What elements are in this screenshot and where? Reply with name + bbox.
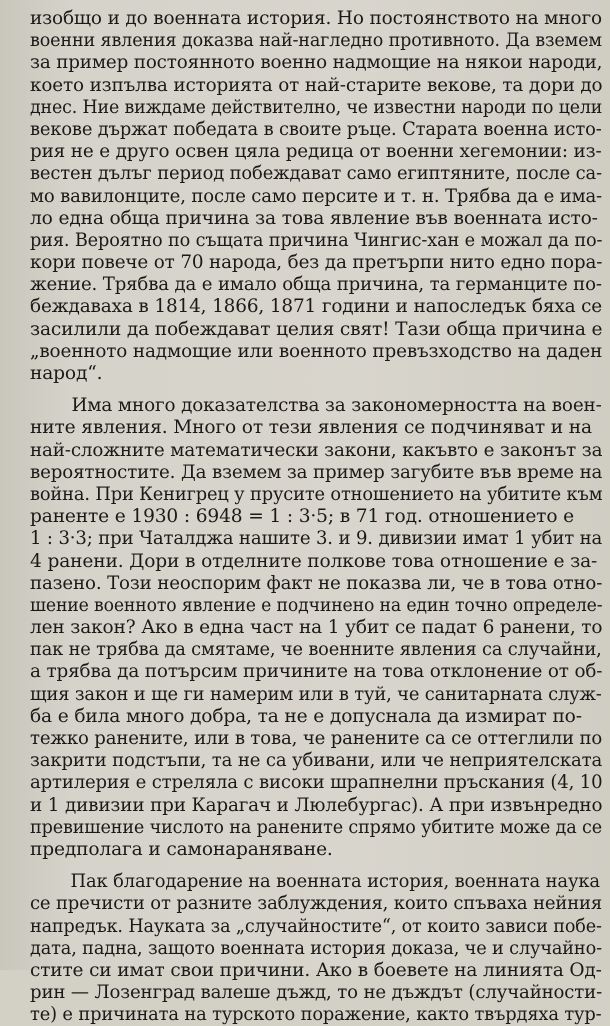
text-line: народ“. <box>30 363 103 384</box>
text-line: което изпълва историята от най-старите векове, та дори до <box>30 74 603 96</box>
text-line: военни явления доказва най-нагледно противното. Да вземем <box>30 30 602 52</box>
text-line: днес. Ние виждаме действително, че известни народи по цели <box>30 96 603 118</box>
text-line: закрити подстъпи, та не са убивани, или че неприятелската <box>30 750 603 772</box>
text-line: ло една обща причина за това явление във военната исто- <box>30 207 598 229</box>
text-line: стите си имат свои причини. Ако в боевете на линията Од- <box>30 959 602 981</box>
text-line: Има много доказателства за закономерността на воен- <box>71 395 602 417</box>
text-line: жение. Трябва да е имало обща причина, та германците по- <box>30 274 602 296</box>
paragraph-3 <box>30 871 602 1026</box>
paragraph-1 <box>30 8 602 385</box>
text-line: лен закон? Ако в една част на 1 убит се падат 6 ранени, то <box>30 617 603 639</box>
text-line: вероятностите. Да вземем за пример загубите във време на <box>30 461 603 483</box>
text-line: беждаваха в 1814, 1866, 1871 години и напоследък бяха се <box>30 296 603 318</box>
text-line: изобщо и до военната история. Но постоянството на много <box>30 8 602 29</box>
text-line: най-сложните математически закони, какъвто е законът за <box>30 439 603 461</box>
text-line: ба е била много добра, та не е допуснала да измират по- <box>30 705 582 727</box>
text-line: засилили да побеждават целия свят! Тази обща причина е <box>30 318 603 340</box>
text-line: рия. Вероятно по същата причина Чингис-хан е можал да по- <box>30 229 603 251</box>
text-line: те) е причината на турското поражение, както твърдяха тур- <box>30 1004 602 1026</box>
text-line: война. При Кенигрец у прусите отношението на убитите към <box>30 483 603 505</box>
text-line: 4 ранени. Дори в отделните полкове това отношение е за- <box>30 550 598 572</box>
text-line: пак не трябва да смятаме, че военните явления са случайни, <box>30 639 602 661</box>
text-line: шение военното явление е подчинено на един точно определе- <box>30 594 603 616</box>
text-line: пазено. Този неоспорим факт не показва ли, че в това отно- <box>30 572 603 594</box>
text-line: се пречисти от разните заблуждения, които спъваха нейния <box>30 893 603 915</box>
text-line: а трябва да потърсим причините на това отклонение от об- <box>30 661 603 683</box>
text-line: „военното надмощие или военното превъзходство на даден <box>30 340 603 362</box>
text-line: Пак благодарение на военната история, военната наука <box>70 871 600 893</box>
text-line: щия закон и ще ги намерим или в туй, че санитарната служ- <box>30 683 602 705</box>
text-line: мо вавилонците, после само персите и т. н. Трябва да е има- <box>30 185 603 207</box>
text-line: рин — Лозенград валеше дъжд, то не дъждът (случайности- <box>30 982 603 1004</box>
text-line: вестен дълъг период побеждават само египтяните, после са- <box>30 163 602 185</box>
paragraph-2 <box>30 395 602 861</box>
text-line: 1 : 3·3; при Чаталджа нашите 3. и 9. дивизии имат 1 убит на <box>30 528 603 550</box>
text-line: векове държат победата в своите ръце. Старата военна исто- <box>30 118 602 140</box>
text-line: тежко ранените, или в това, че ранените са се оттеглили по <box>30 728 603 749</box>
text-line: кори повече от 70 народа, без да претърпи нито едно пора- <box>30 252 603 274</box>
text-line: дата, падна, защото военната история доказа, че и случайно- <box>30 937 602 959</box>
text-line: артилерия е стреляла с високи шрапнелни пръскания (4, 10 <box>30 772 603 794</box>
text-line: напредък. Науката за „случайностите“, от които зависи побе- <box>30 915 602 937</box>
text-line: ните явления. Много от тези явления се подчиняват и на <box>30 417 592 439</box>
text-line: и 1 дивизии при Карагач и Люлебургас). А при извънредно <box>30 794 603 816</box>
text-line: за пример постоянното военно надмощие на някои народи, <box>30 52 603 74</box>
text-line: рия не е друго освен цяла редица от военни хегемонии: из- <box>30 141 602 163</box>
text-line: превишение числото на ранените спрямо убитите може да се <box>30 816 602 838</box>
text-line: раненте е 1930 : 6948 = 1 : 3·5; в 71 год. отношението е <box>30 506 574 528</box>
text-line: предполага и самонараняване. <box>30 838 333 860</box>
